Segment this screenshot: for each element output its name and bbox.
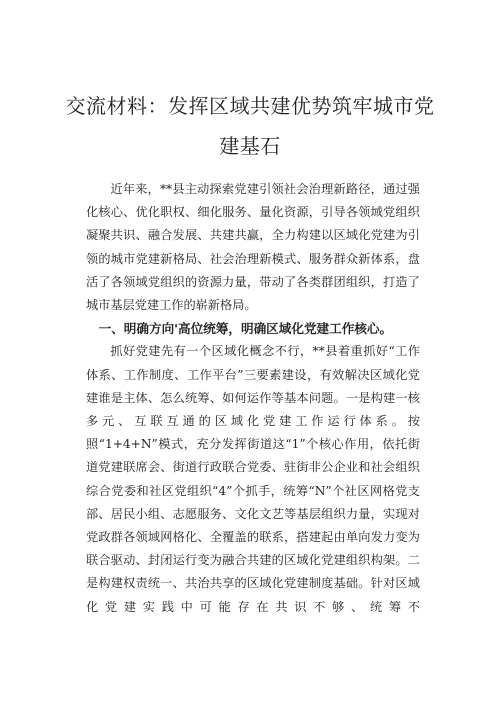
title-line-2: 建基石 bbox=[219, 134, 281, 158]
section-1-paragraph: 抓好党建先有一个区域化概念不行，**县着重抓好“工作体系、工作制度、工作平台”三要素建设，有效解决区域化党建谁是主体、怎么统筹、如何运作等基本问题。一是构建一核多元、互联互通的区域化党建工作运行体系。按照“1+4+N”模式，充分发挥街道这“1”个核心作用，依托街道党建联席会、街道行政联合党委、驻街非公企业和社会组织综合党委和社区党组织“4”个抓手，统筹“N”个社区网格党支部、居民小组、志愿服务、文化文艺等基层组织力量，实现对党政群各领域网格化、全覆盖的联系，搭建起由单向发力变为联合驱动、封闭运行变为融合共建的区域化党建组织构架。二是构建权责统一、共治共享的区域化党建制度基础。针对区域化党建实践中可能存在共识不够、统筹不 bbox=[86, 344, 420, 614]
document-body bbox=[86, 178, 420, 619]
title-line-1: 交流材料：发挥区域共建优势筑牢城市党 bbox=[65, 94, 435, 118]
intro-paragraph: 近年来，**县主动探索党建引领社会治理新路径，通过强化核心、优化职权、细化服务、量化资源，引导各领域党组织凝聚共识、融合发展、共建共赢，全力构建以区域化党建为引领的城市党建新格局、社会治理新模式、服务群众新体系，盘活了各领域党组织的资源力量，带动了各类群团组织，打造了城市基层党建工作的崭新格局。 bbox=[86, 182, 420, 313]
document-title bbox=[60, 86, 440, 166]
section-1-heading: 一、明确方向'高位统筹，明确区域化党建工作核心。 bbox=[98, 321, 393, 337]
